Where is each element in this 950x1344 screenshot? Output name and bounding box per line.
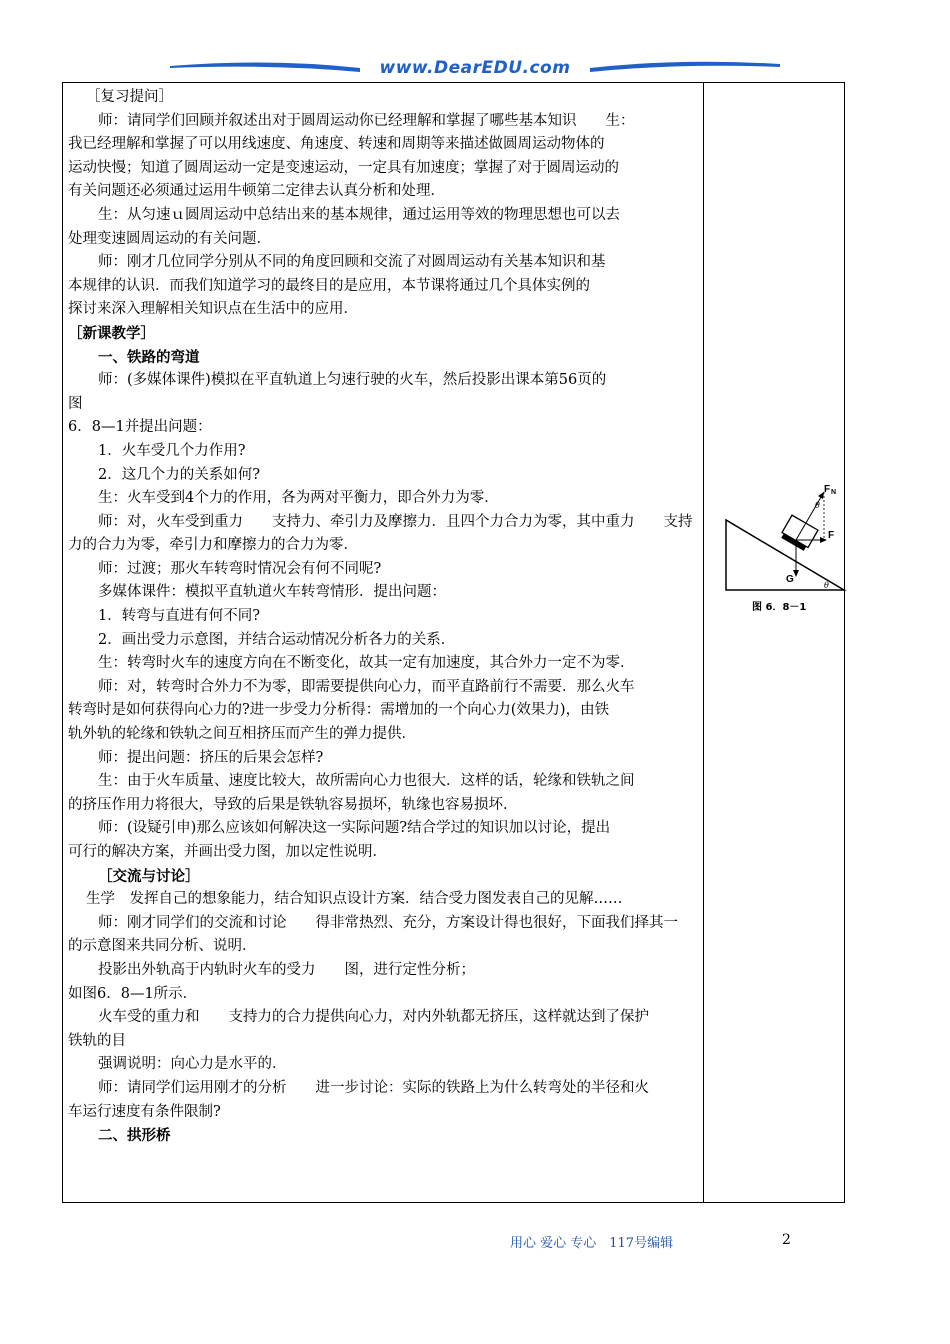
page-number: 2 [782, 1232, 791, 1248]
text-line: 火车受的重力和 支持力的合力提供向心力，对内外轨都无挤压，这样就达到了保护 [98, 1009, 649, 1026]
text-line: 运动快慢；知道了圆周运动一定是变速运动，一定具有加速度；掌握了对于圆周运动的 [68, 159, 619, 176]
text-line: 本规律的认识．而我们知道学习的最终目的是应用，本节课将通过几个具体实例的 [68, 277, 590, 294]
text-line: 生：火车受到4个力的作用，各为两对平衡力，即合外力为零． [98, 490, 499, 507]
label-fn: F [824, 484, 831, 495]
text-line: 力的合力为零，牵引力和摩擦力的合力为零． [68, 537, 358, 554]
text-line: 投影出外轨高于内轨时火车的受力 图，进行定性分析； [98, 961, 475, 978]
figure-caption: 图 6．8－1 [752, 602, 807, 613]
text-line: 1．火车受几个力作用? [98, 442, 246, 459]
text-line: 6．8—1并提出问题： [68, 419, 212, 436]
text-line: 探讨来深入理解相关知识点在生活中的应用． [68, 301, 358, 318]
text-line: 生：从匀速ｕ圆周运动中总结出来的基本规律，通过运用等效的物理思想也可以去 [98, 206, 620, 223]
text-line: 图 [68, 395, 83, 412]
lesson-content [68, 86, 698, 1148]
text-line: 2．这几个力的关系如何? [98, 466, 260, 483]
text-line: 生：转弯时火车的速度方向在不断变化，故其一定有加速度，其合外力一定不为零． [98, 655, 635, 672]
text-line: 1．转弯与直进有何不同? [98, 608, 260, 625]
text-line: 生：由于火车质量、速度比较大，故所需向心力也很大．这样的话，轮缘和铁轨之间 [98, 773, 635, 790]
text-line: 师：刚才几位同学分别从不同的角度回顾和交流了对圆周运动有关基本知识和基 [98, 254, 606, 271]
table-column-divider [703, 82, 704, 1203]
text-line: 师：对，转弯时合外力不为零，即需要提供向心力，而平直路前行不需要．那么火车 [98, 678, 635, 695]
label-g: G [786, 574, 794, 585]
section-heading-discussion: ［交流与讨论］ [98, 867, 200, 885]
text-line: 师：提出问题：挤压的后果会怎样? [98, 749, 324, 766]
section-heading-new-lesson: ［新课教学］ [68, 324, 155, 342]
text-line: 铁轨的目 [68, 1032, 126, 1049]
text-line: 转弯时是如何获得向心力的?进一步受力分析得：需增加的一个向心力(效果力)，由铁 [68, 702, 610, 719]
text-line: 多媒体课件：模拟平直轨道火车转弯情形．提出问题： [98, 584, 446, 601]
label-fn-sub: N [831, 489, 837, 496]
text-line: 车运行速度有条件限制? [68, 1103, 221, 1120]
text-line: 2．画出受力示意图，并结合运动情况分析各力的关系． [98, 631, 456, 648]
section-heading-review: ［复习提问］ [86, 89, 173, 105]
site-url[interactable]: www.DearEDU.com [379, 58, 571, 78]
text-line: 有关问题还必须通过运用牛顿第二定律去认真分析和处理． [68, 183, 445, 200]
label-theta-top: θ [815, 501, 820, 510]
text-line: 师：(设疑引申)那么应该如何解决这一实际问题?结合学过的知识加以讨论，提出 [98, 820, 611, 837]
incline-force-diagram [720, 478, 850, 598]
text-line: 强调说明：向心力是水平的． [98, 1056, 287, 1073]
text-line: 的挤压作用力将很大，导致的后果是铁轨容易损坏，轨缘也容易损坏． [68, 796, 518, 813]
section-heading-arch-bridge: 二、拱形桥 [98, 1127, 171, 1145]
label-theta-bottom: θ [824, 581, 829, 590]
text-line: 师：(多媒体课件)模拟在平直轨道上匀速行驶的火车，然后投影出课本第56页的 [98, 372, 607, 389]
train-block [780, 515, 818, 552]
text-line: 的示意图来共同分析、说明． [68, 938, 257, 955]
text-line: 师：请同学们回顾并叙述出对于圆周运动你已经理解和掌握了哪些基本知识 生： [98, 112, 635, 129]
text-line: 处理变速圆周运动的有关问题． [68, 230, 271, 247]
text-line: 生学 发挥自己的想象能力，结合知识点设计方案．结合受力图发表自己的见解…… [86, 891, 623, 908]
site-banner [170, 56, 780, 82]
text-line: 可行的解决方案，并画出受力图，加以定性说明． [68, 844, 387, 860]
force-diagram-figure [720, 478, 850, 618]
footer-note: 用心 爱心 专心 117号编辑 [510, 1236, 674, 1251]
text-line: 师：对，火车受到重力 支持力、牵引力及摩擦力．且四个力合力为零，其中重力 支持 [98, 513, 693, 530]
section-heading-railway: 一、铁路的弯道 [98, 348, 200, 366]
text-line: 师：过渡；那火车转弯时情况会有何不同呢? [98, 560, 382, 577]
text-line: 轨外轨的轮缘和铁轨之间互相挤压而产生的弹力提供． [68, 726, 416, 743]
text-line: 师：刚才同学们的交流和讨论 得非常热烈、充分，方案设计得也很好，下面我们择其一 [98, 914, 678, 931]
text-line: 我已经理解和掌握了可以用线速度、角速度、转速和周期等来描述做圆周运动物体的 [68, 136, 605, 153]
text-line: 如图6．8—1所示． [68, 985, 198, 1002]
label-f: F [828, 530, 835, 541]
text-line: 师：请同学们运用刚才的分析 进一步讨论：实际的铁路上为什么转弯处的半径和火 [98, 1079, 649, 1096]
